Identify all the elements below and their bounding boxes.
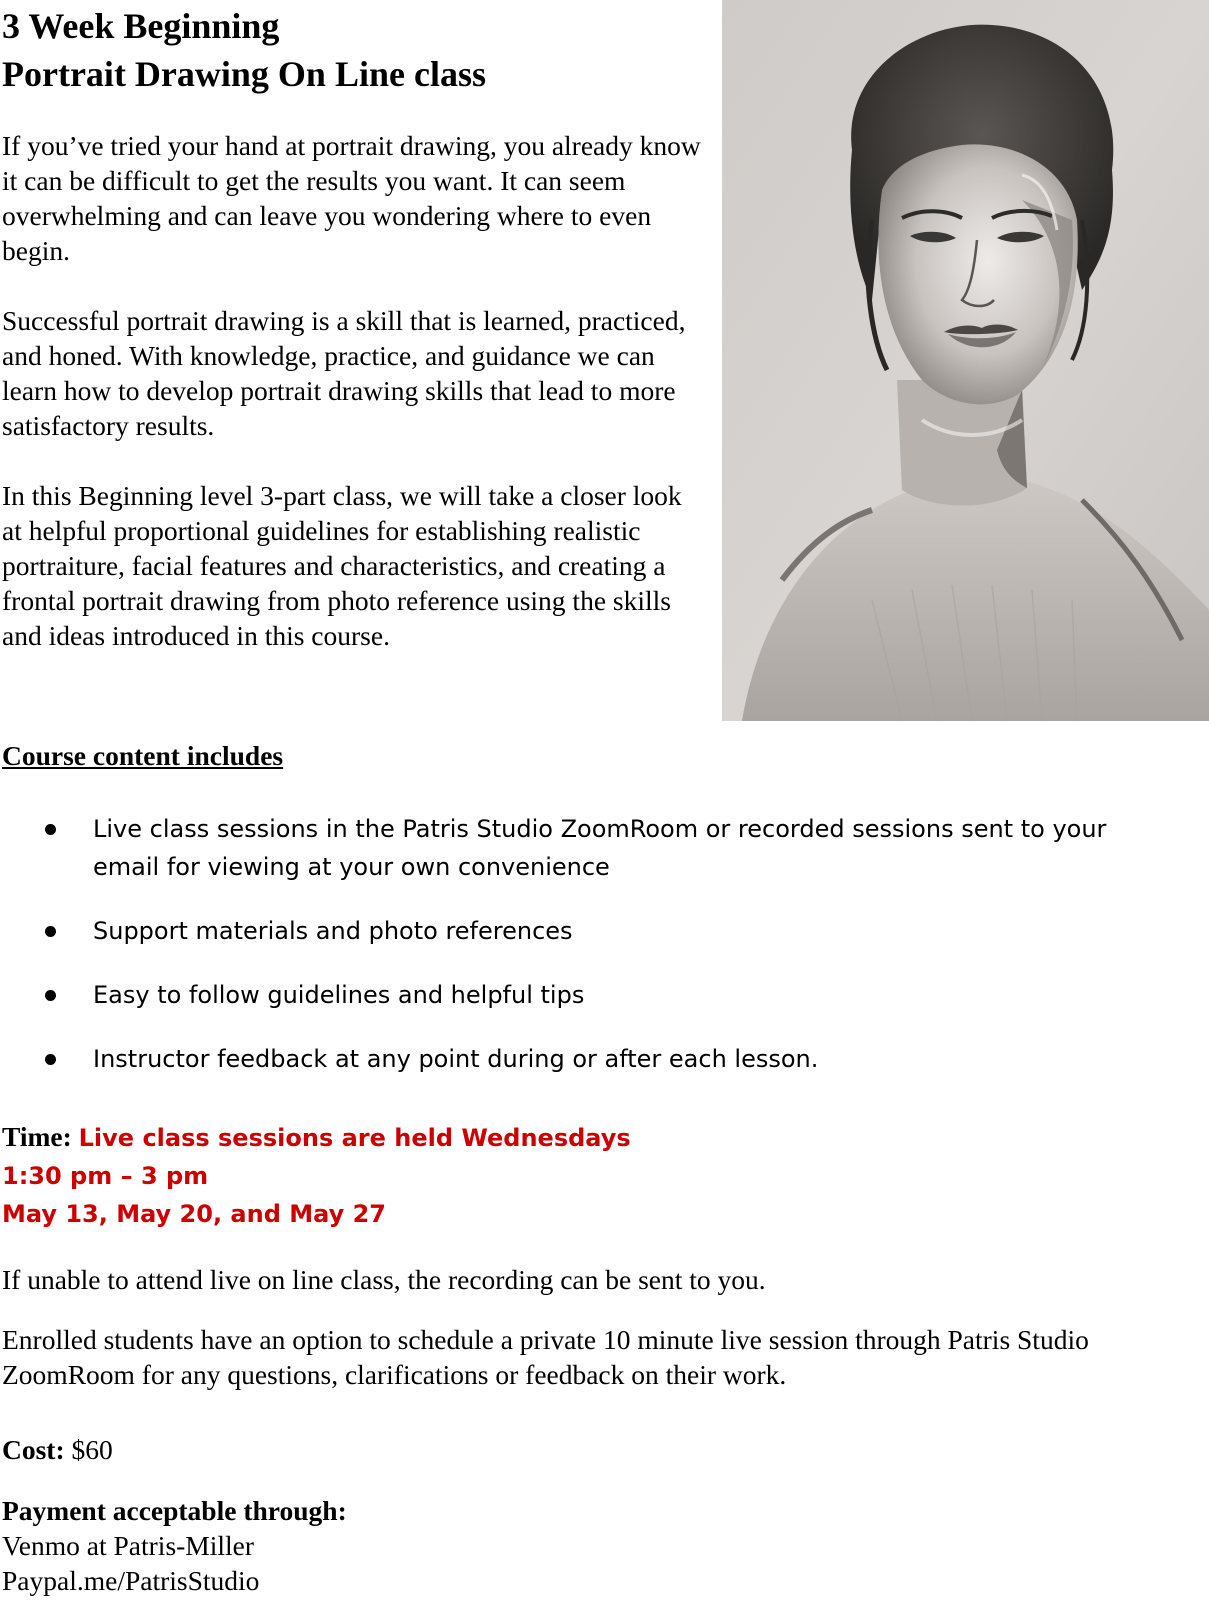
intro-paragraph-1: If you’ve tried your hand at portrait drawing, you already know it can be difficult to get the results you want. It can seem overwhelming and can leave you wondering where to even begin.	[2, 130, 701, 266]
schedule-hours: 1:30 pm – 3 pm	[2, 1162, 209, 1190]
list-item-text: Support materials and photo references	[93, 917, 573, 945]
list-item	[0, 1040, 1209, 1078]
bullet-icon	[45, 1054, 56, 1065]
payment-label: Payment acceptable through:	[2, 1495, 347, 1526]
schedule-section	[2, 1118, 631, 1233]
intro-paragraph-2: Successful portrait drawing is a skill that is learned, practiced, and honed. With knowledge, practice, and guidance we can learn how to develop portrait drawing skills that lead to more satisfactory results.	[2, 305, 686, 441]
list-item-text: Easy to follow guidelines and helpful tips	[93, 981, 585, 1009]
list-item-text: Live class sessions in the Patris Studio ZoomRoom or recorded sessions sent to your email for viewing at your own convenience	[93, 815, 1107, 881]
private-session-note: Enrolled students have an option to schedule a private 10 minute live session through Patris Studio ZoomRoom for any questions, clarifications or feedback on their work.	[2, 1324, 1089, 1390]
portrait-drawing-image	[722, 0, 1209, 721]
cost-line	[2, 1432, 113, 1467]
title-line-2: Portrait Drawing On Line class	[2, 54, 486, 94]
title-line-1: 3 Week Beginning	[2, 6, 280, 46]
list-item	[0, 912, 1209, 950]
page-title	[2, 2, 486, 98]
schedule-dates: May 13, May 20, and May 27	[2, 1200, 386, 1228]
list-item-text: Instructor feedback at any point during or after each lesson.	[93, 1045, 819, 1073]
portrait-drawing-svg	[722, 0, 1209, 721]
cost-label: Cost:	[2, 1434, 65, 1465]
list-item	[0, 976, 1209, 1014]
cost-value: $60	[64, 1434, 113, 1465]
intro-section	[2, 128, 702, 688]
course-content-list	[0, 810, 1209, 1104]
course-content-heading: Course content includes	[2, 740, 284, 771]
schedule-days: Live class sessions are held Wednesdays	[78, 1124, 631, 1152]
recording-note: If unable to attend live on line class, the recording can be sent to you.	[2, 1264, 766, 1295]
bullet-icon	[45, 990, 56, 1001]
bullet-icon	[45, 824, 56, 835]
payment-method-venmo: Venmo at Patris-Miller	[2, 1530, 255, 1561]
payment-method-paypal: Paypal.me/PatrisStudio	[2, 1565, 260, 1596]
bullet-icon	[45, 926, 56, 937]
payment-section	[2, 1493, 347, 1598]
time-label: Time:	[2, 1121, 72, 1152]
intro-paragraph-3: In this Beginning level 3-part class, we will take a closer look at helpful proportional guidelines for establishing realistic portraiture, facial features and characteristics, and creating a frontal portrait drawing from photo reference using the skills and ideas introduced in this course.	[2, 480, 682, 651]
list-item	[0, 810, 1209, 886]
